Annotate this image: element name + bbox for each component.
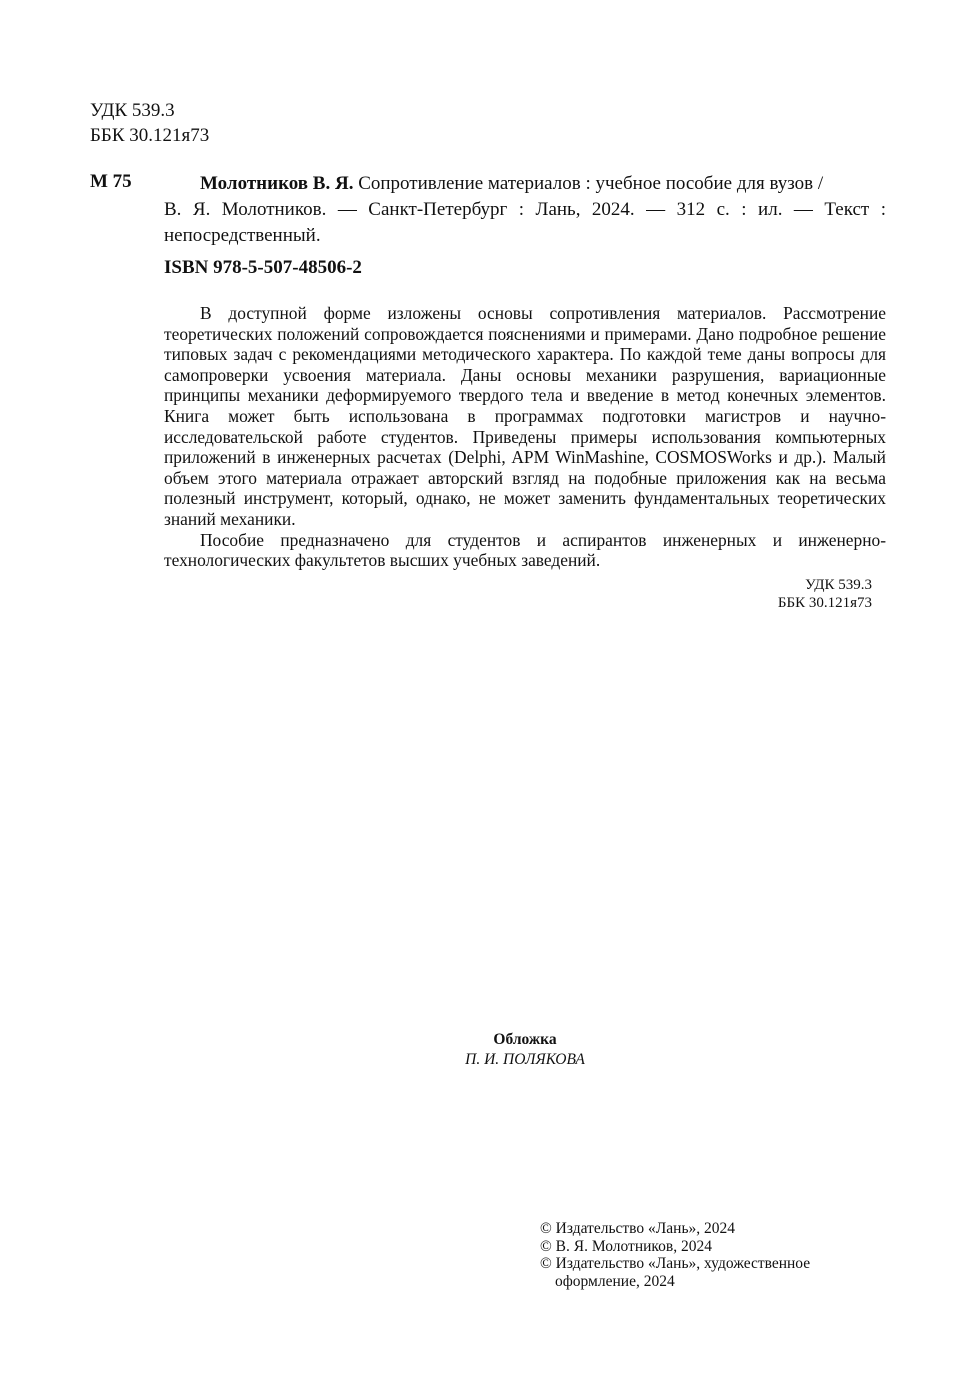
citation-first-line [164,171,886,197]
bbk-code-right: ББК 30.121я73 [777,595,872,611]
author-mark: М 75 [90,171,132,192]
bibliographic-citation [164,171,886,249]
annotation-paragraph-1: В доступной форме изложены основы сопротивления материалов. Рассмотрение теоретических положений сопровождается пояснениями и примерами. Дано подробное решение типовых задач с рекомендациями методического характера. По каждой теме даны вопросы для самопроверки усвоения материала. Даны основы механики разрушения, вариационные принципы механики деформируемого твердого тела и введение в метод конечных элементов. Книга может быть использована в программах подготовки магистров и научно-исследовательской работе студентов. Приведены примеры использования компьютерных приложений в инженерных расчетах (Delphi, APM WinMashine, COSMOSWorks и др.). Малый объем этого материала отражает авторский взгляд на подобные приложения как на весьма полезный инструмент, который, однако, не может заменить фундаментальных теоретических знаний механики. [164,303,886,529]
udk-block-top [90,98,209,148]
cover-credit [380,1030,670,1070]
copyright-block [540,1220,810,1290]
citation-title: Сопротивление материалов : учебное пособие для вузов / [353,173,824,194]
bbk-code: ББК 30.121я73 [90,125,210,146]
isbn: ISBN 978-5-507-48506-2 [164,257,362,278]
annotation-paragraph-2: Пособие предназначено для студентов и аспирантов инженерных и инженерно-технологических факультетов высших учебных заведений. [164,529,886,571]
copyright-line: © В. Я. Молотников, 2024 [540,1237,712,1255]
copyright-line: оформление, 2024 [555,1272,675,1290]
copyright-line: © Издательство «Лань», художественное [540,1255,811,1273]
cover-credit-title: Обложка [493,1031,557,1048]
udk-code: УДК 539.3 [90,100,175,121]
copyright-line: © Издательство «Лань», 2024 [540,1220,736,1237]
udk-code-right: УДК 539.3 [805,577,872,593]
udk-block-right [770,576,872,612]
citation-author: Молотников В. Я. [200,173,354,194]
cover-credit-name: П. И. ПОЛЯКОВА [465,1051,585,1068]
citation-rest: В. Я. Молотников. — Санкт-Петербург : Лань, 2024. — 312 с. : ил. — Текст : непосредственный. [164,199,886,246]
annotation [164,303,886,571]
